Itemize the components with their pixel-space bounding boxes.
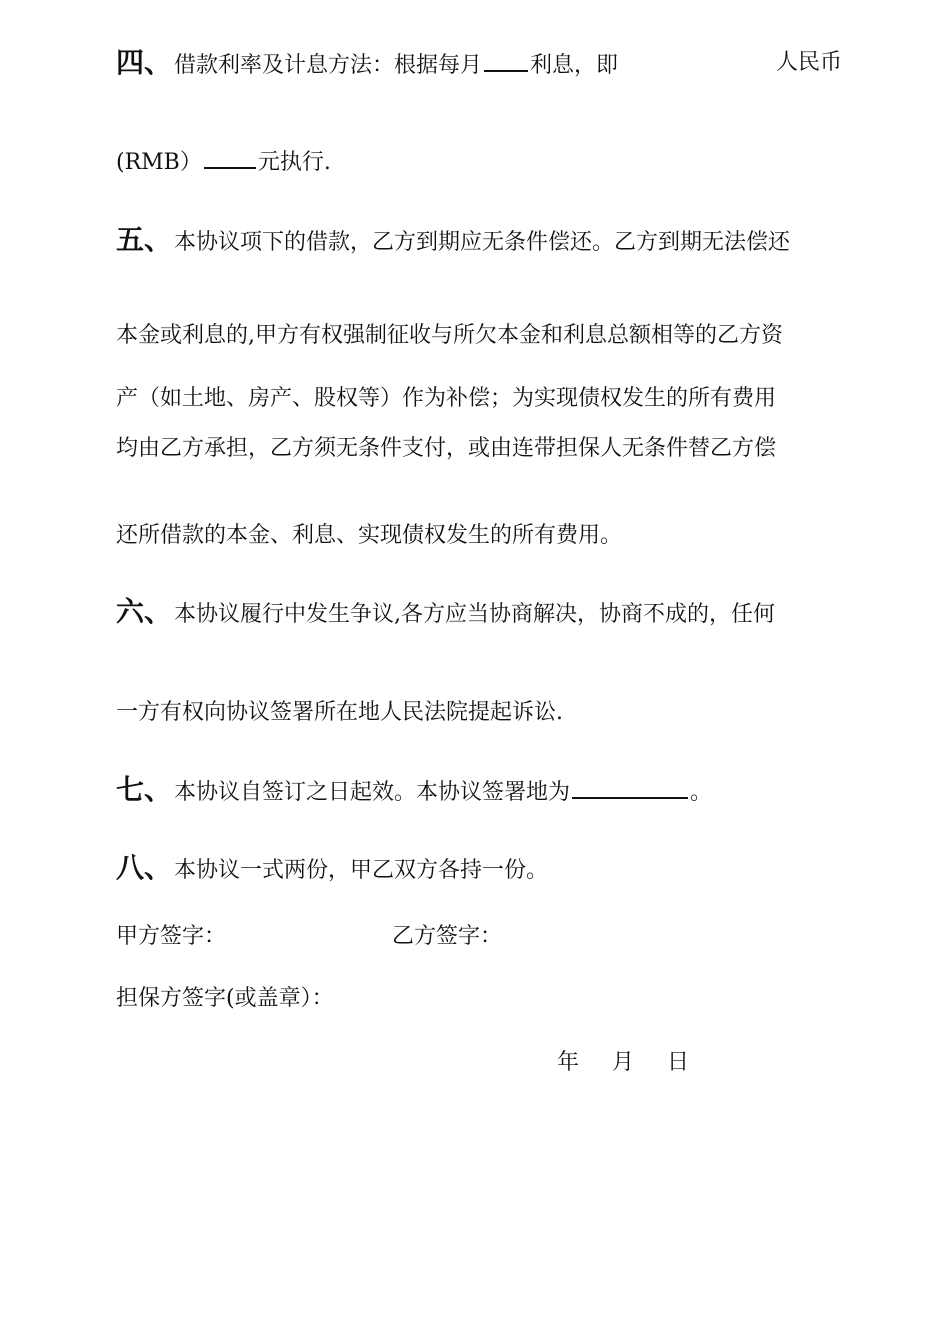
clause-six-line-1	[116, 597, 775, 630]
clause-seven-text-b: 。	[690, 780, 713, 805]
clause-four-text-b: 利息，即	[530, 53, 619, 78]
date-month-label: 月	[612, 1050, 635, 1075]
clause-four-line-2	[116, 148, 331, 178]
clause-seven-number: 七、	[116, 773, 173, 806]
clause-four-currency: 人民币	[776, 50, 843, 75]
clause-six-number: 六、	[116, 595, 173, 628]
clause-five-line-4: 均由乙方承担，乙方须无条件支付，或由连带担保人无条件替乙方偿	[116, 436, 777, 461]
guarantor-signature-label: 担保方签字(或盖章）：	[116, 986, 334, 1011]
clause-five-line-3: 产（如土地、房产、股权等）作为补偿；为实现债权发生的所有费用	[116, 386, 777, 411]
clause-five-number: 五、	[116, 223, 173, 256]
date-year-label: 年	[557, 1050, 580, 1075]
clause-four-tail: 元执行.	[257, 150, 331, 175]
clause-five-text-1: 本协议项下的借款，乙方到期应无条件偿还。乙方到期无法偿还	[174, 230, 791, 255]
party-b-signature-label: 乙方签字：	[392, 924, 503, 949]
monthly-interest-blank[interactable]	[484, 52, 528, 72]
clause-eight-number: 八、	[116, 851, 173, 884]
clause-seven-line	[116, 775, 712, 808]
clause-six-line-2: 一方有权向协议签署所在地人民法院提起诉讼.	[116, 700, 563, 725]
clause-eight-text: 本协议一式两份，甲乙双方各持一份。	[174, 858, 549, 883]
clause-five-line-5: 还所借款的本金、利息、实现债权发生的所有费用。	[116, 523, 623, 548]
clause-eight-line	[116, 853, 548, 886]
clause-four-number: 四、	[116, 46, 173, 79]
clause-seven-text-a: 本协议自签订之日起效。本协议签署地为	[174, 780, 571, 805]
clause-four-rmb: (RMB）	[116, 150, 202, 175]
clause-six-text-1: 本协议履行中发生争议,各方应当协商解决，协商不成的，任何	[174, 602, 776, 627]
clause-four-line-1	[116, 48, 618, 81]
rmb-amount-blank[interactable]	[204, 149, 256, 169]
date-day-label: 日	[667, 1050, 690, 1075]
signing-location-blank[interactable]	[572, 779, 688, 799]
clause-five-line-2: 本金或利息的,甲方有权强制征收与所欠本金和利息总额相等的乙方资	[116, 323, 783, 348]
clause-five-line-1	[116, 225, 790, 258]
party-a-signature-label: 甲方签字：	[116, 924, 227, 949]
clause-four-text-a: 借款利率及计息方法：根据每月	[174, 53, 483, 78]
